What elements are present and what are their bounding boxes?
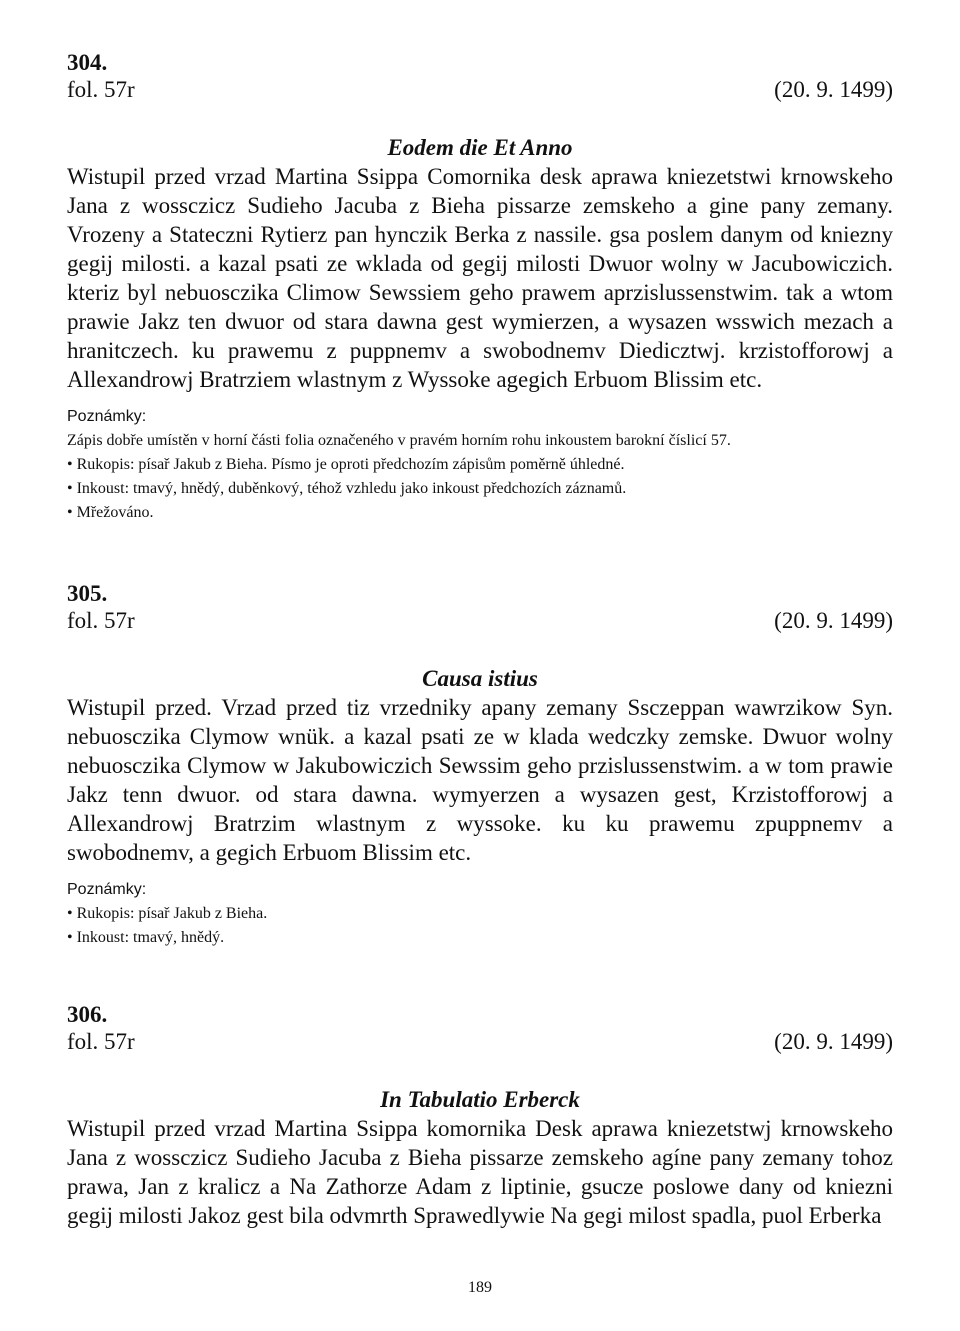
entry-number: 304. — [67, 50, 108, 75]
entry-text: Wistupil przed. Vrzad przed tiz vrzedniky apany zemany Ssczeppan wawrzikow Syn. nebuosczika Clymow wnük. a kazal psati ze w klada wedczky zemske. Dwuor wolny nebuosczika Clymow w Jakubowiczich Sewssim geho przislussenstwim. a w tom prawie Jakz tenn dwuor. od stara dawna. wymyerzen a wysazen gest, Krzistofforowj a Allexandrowj Bratrzim wlastnym z wyssoke. ku ku prawemu zpuppnemv a swobodnemv, a gegich Erbuom Blissim etc. — [67, 695, 893, 865]
notes-title: Poznámky: — [67, 881, 147, 898]
entry-306 — [67, 1002, 893, 1230]
date: (20. 9. 1499) — [774, 77, 893, 102]
page-content — [67, 50, 893, 1230]
entry-heading: In Tabulatio Erberck — [380, 1087, 580, 1112]
entry-text: Wistupil przed vrzad Martina Ssippa Comornika desk aprawa kniezetstwi krnowskeho Jana z wossczicz Sudieho Jacuba z Bieha pissarze zemskeho a gine pany zemany. Vrozeny a Stateczni Rytierz pan hynczik Berka z nassile. gsa poslem danym od kniezny gegij milosti. a kazal psati ze wklada od gegij milosti Dwuor wolny w Jacubowiczich. kteriz byl nebuosczika Climow Sewssiem geho prawem aprzislussenstwim. tak a wtom prawie Jakz ten dwuor od stara dawna gest wymierzen, a wysazen wsswich mezach a hranitczech. ku prawemu z puppnemv a swobodnemv Diedicztwj. krzistofforowj a Allexandrowj Bratrziem wlastnym z Wyssoke agegich Erbuom Blissim etc. — [67, 164, 893, 392]
entry-305 — [67, 581, 893, 950]
note-item: Zápis dobře umístěn v horní části folia označeného v pravém horním rohu inkoustem barokní číslicí 57. — [67, 432, 731, 449]
date: (20. 9. 1499) — [774, 1029, 893, 1054]
folio-row — [67, 76, 893, 103]
date: (20. 9. 1499) — [774, 608, 893, 633]
note-item: • Mřežováno. — [67, 504, 154, 521]
entry-number: 305. — [67, 581, 108, 606]
folio-row — [67, 1028, 893, 1055]
entry-number: 306. — [67, 1002, 108, 1027]
folio: fol. 57r — [67, 77, 135, 102]
folio: fol. 57r — [67, 608, 135, 633]
note-item: • Inkoust: tmavý, hnědý. — [67, 929, 225, 946]
entry-heading: Eodem die Et Anno — [387, 135, 573, 160]
page-number: 189 — [468, 1279, 492, 1296]
entry-heading: Causa istius — [422, 666, 538, 691]
folio: fol. 57r — [67, 1029, 135, 1054]
note-item: • Rukopis: písař Jakub z Bieha. — [67, 905, 268, 922]
entry-text: Wistupil przed vrzad Martina Ssippa komornika Desk aprawa kniezetstwj krnowskeho Jana z wossczicz Sudieho Jacuba z Bieha pissarze zemskeho agíne pany zemany tohoz prawa, Jan z kralicz a Na Zathorze Adam z liptinie, gsucze poslowe dany od kniezni gegij milosti Jakoz gest bila odvmrth Sprawedlywie Na gegi milost spadla, puol Erberka — [67, 1116, 893, 1228]
folio-row — [67, 607, 893, 634]
entry-304 — [67, 50, 893, 525]
note-item: • Rukopis: písař Jakub z Bieha. Písmo je oproti předchozím zápisům poměrně úhledné. — [67, 456, 625, 473]
note-item: • Inkoust: tmavý, hnědý, duběnkový, téhož vzhledu jako inkoust předchozích záznamů. — [67, 480, 627, 497]
notes-title: Poznámky: — [67, 408, 147, 425]
